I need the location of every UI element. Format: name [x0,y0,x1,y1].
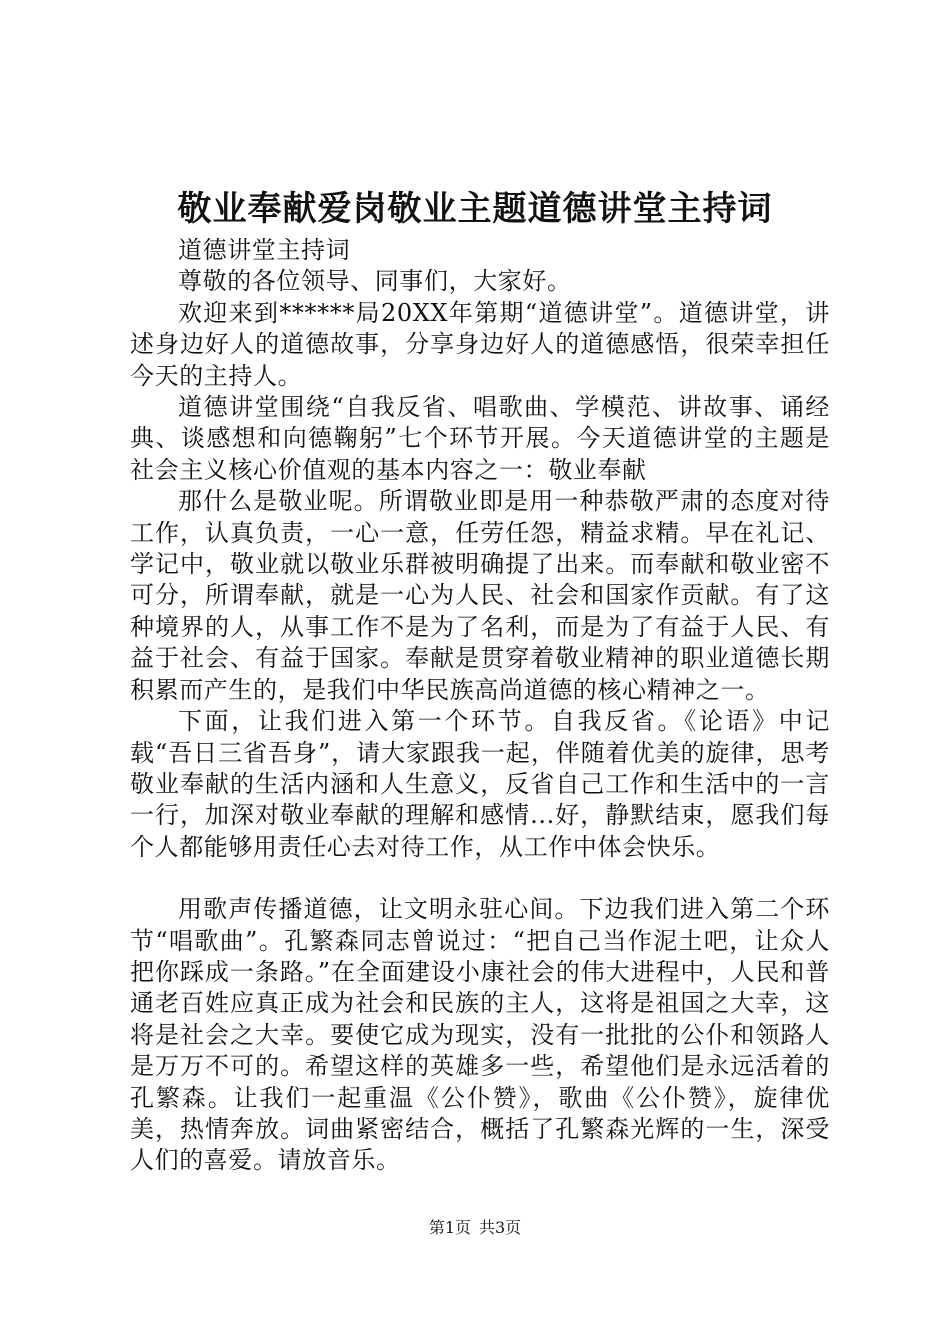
paragraph-self-reflection: 下面，让我们进入第一个环节。自我反省。《论语》中记载“吾日三省吾身”，请大家跟我一起，伴随着优美的旋律，思考敬业奉献的生活内涵和人生意义，反省自己工作和生活中的一言一行，加深对敬业奉献的理解和感情...好，静默结束，愿我们每个人都能够用责任心去对待工作，从工作中体会快乐。 [130,707,830,861]
page-footer [0,1217,950,1239]
paragraph-singing: 用歌声传播道德，让文明永驻心间。下边我们进入第二个环节“唱歌曲”。孔繁森同志曾说过：“把自己当作泥土吧，让众人把你踩成一条路。”在全面建设小康社会的伟大进程中，人民和普通老百姓应真正成为社会和民族的主人，这将是祖国之大幸，这将是社会之大幸。要使它成为现实，没有一批批的公仆和领路人是万万不可的。希望这样的英雄多一些，希望他们是永远活着的孔繁森。让我们一起重温《公仆赞》，歌曲《公仆赞》，旋律优美，热情奔放。词曲紧密结合，概括了孔繁森光辉的一生，深受人们的喜爱。请放音乐。 [130,895,830,1175]
page-total: 共3页 [479,1218,522,1237]
paragraph-dedication: 那什么是敬业呢。所谓敬业即是用一种恭敬严肃的态度对待工作，认真负责，一心一意，任劳任怨，精益求精。早在礼记、学记中，敬业就以敬业乐群被明确提了出来。而奉献和敬业密不可分，所谓奉献，就是一心为人民、社会和国家作贡献。有了这种境界的人，从事工作不是为了名利，而是为了有益于人民、有益于社会、有益于国家。奉献是贯穿着敬业精神的职业道德长期积累而产生的，是我们中华民族高尚道德的核心精神之一。 [130,487,830,704]
paragraph-agenda: 道德讲堂围绕“自我反省、唱歌曲、学模范、讲故事、诵经典、谈感想和向德鞠躬”七个环节开展。今天道德讲堂的主题是社会主义核心价值观的基本内容之一：敬业奉献 [130,393,830,484]
page-number: 第1页 [428,1218,471,1237]
paragraph-greeting: 尊敬的各位领导、同事们，大家好。 [178,267,572,296]
document-title: 敬业奉献爱岗敬业主题道德讲堂主持词 [177,189,773,229]
paragraph-welcome: 欢迎来到******局20XX年第期“道德讲堂”。道德讲堂，讲述身边好人的道德故事，分享身边好人的道德感悟，很荣幸担任今天的主持人。 [130,298,830,390]
document-body [130,235,830,1177]
paragraph-heading: 道德讲堂主持词 [178,236,351,264]
